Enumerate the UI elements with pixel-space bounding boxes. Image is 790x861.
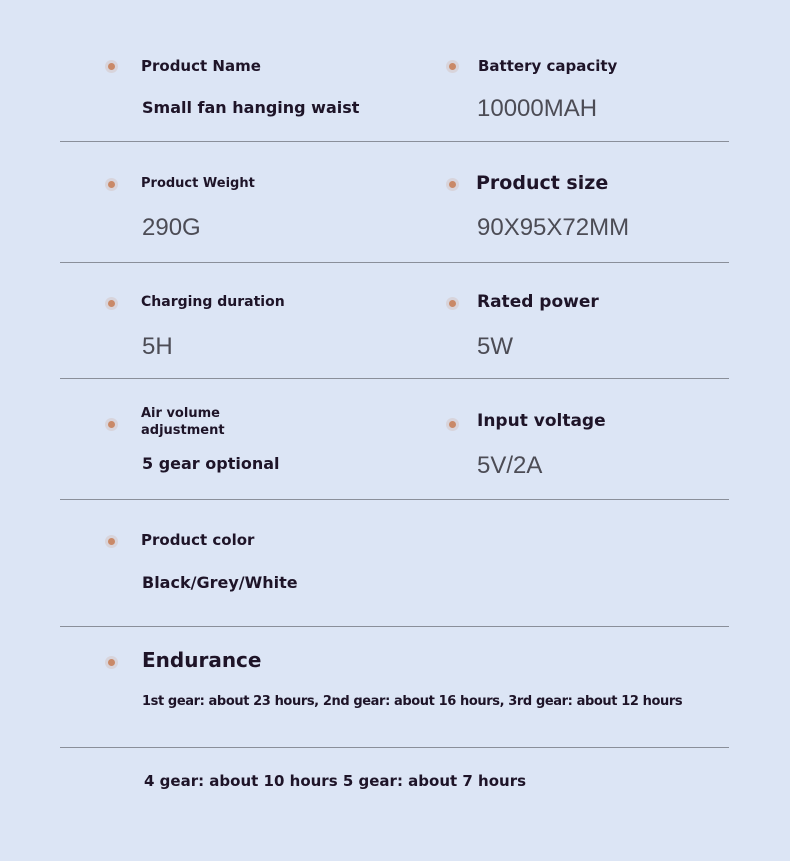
battery-capacity-label: Battery capacity bbox=[478, 57, 618, 75]
bullet-icon bbox=[108, 659, 115, 666]
divider bbox=[60, 499, 729, 500]
rated-power-label: Rated power bbox=[477, 292, 599, 312]
bullet-icon bbox=[108, 181, 115, 188]
bullet-icon bbox=[449, 181, 456, 188]
charging-duration-value: 5H bbox=[142, 333, 173, 360]
bullet-icon bbox=[108, 63, 115, 70]
air-volume-label-line2: adjustment bbox=[141, 423, 225, 438]
divider bbox=[60, 747, 729, 748]
battery-capacity-value: 10000MAH bbox=[477, 95, 598, 122]
input-voltage-label: Input voltage bbox=[477, 411, 606, 431]
air-volume-value: 5 gear optional bbox=[142, 454, 280, 473]
air-volume-label-line1: Air volume bbox=[141, 406, 220, 421]
bullet-icon bbox=[108, 538, 115, 545]
divider bbox=[60, 626, 729, 627]
bullet-icon bbox=[449, 421, 456, 428]
product-color-value: Black/Grey/White bbox=[142, 573, 298, 592]
product-weight-label: Product Weight bbox=[141, 176, 255, 191]
divider bbox=[60, 378, 729, 379]
input-voltage-value: 5V/2A bbox=[477, 452, 543, 479]
rated-power-value: 5W bbox=[477, 333, 513, 360]
bullet-icon bbox=[108, 421, 115, 428]
endurance-label: Endurance bbox=[142, 648, 262, 672]
product-name-label: Product Name bbox=[141, 57, 261, 75]
endurance-line1: 1st gear: about 23 hours, 2nd gear: about 16 hours, 3rd gear: about 12 hours bbox=[142, 694, 683, 709]
charging-duration-label: Charging duration bbox=[141, 294, 285, 310]
bullet-icon bbox=[449, 63, 456, 70]
bullet-icon bbox=[449, 300, 456, 307]
product-name-value: Small fan hanging waist bbox=[142, 98, 360, 117]
product-size-value: 90X95X72MM bbox=[477, 214, 630, 241]
product-size-label: Product size bbox=[476, 172, 609, 194]
product-weight-value: 290G bbox=[142, 214, 201, 241]
divider bbox=[60, 141, 729, 142]
divider bbox=[60, 262, 729, 263]
bullet-icon bbox=[108, 300, 115, 307]
product-color-label: Product color bbox=[141, 531, 255, 549]
endurance-line2: 4 gear: about 10 hours 5 gear: about 7 hours bbox=[144, 772, 527, 790]
